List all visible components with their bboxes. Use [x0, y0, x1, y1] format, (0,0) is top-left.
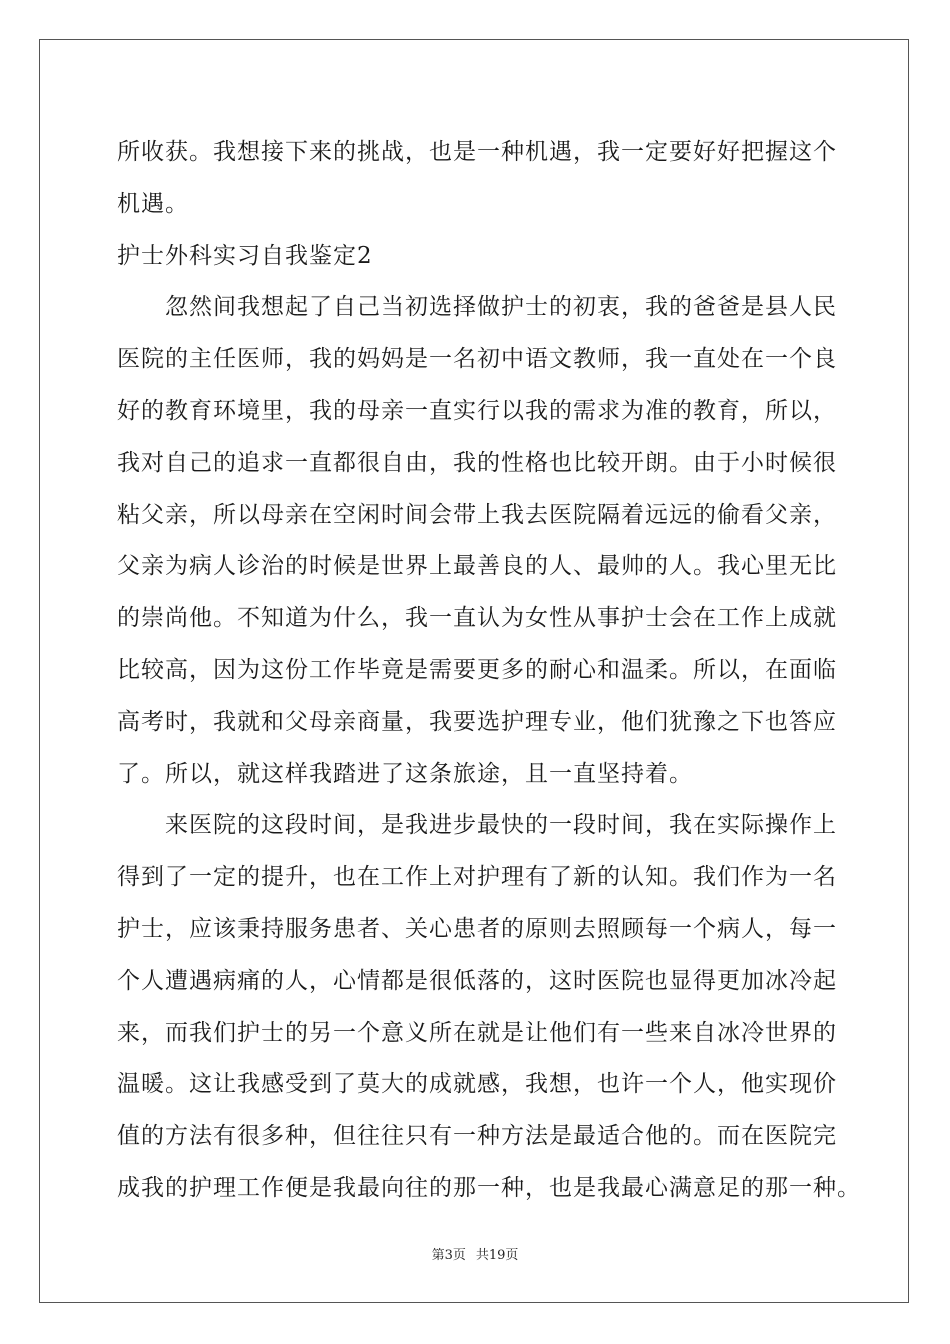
- text-line: 得到了一定的提升，也在工作上对护理有了新的认知。我们作为一名: [117, 864, 837, 891]
- text-line: 的崇尚他。不知道为什么，我一直认为女性从事护士会在工作上成就: [117, 605, 837, 632]
- text-line: 我对自己的追求一直都很自由，我的性格也比较开朗。由于小时候很: [117, 449, 837, 476]
- text-line: 来医院的这段时间，是我进步最快的一段时间，我在实际操作上: [117, 812, 837, 839]
- page-footer: [0, 1244, 950, 1263]
- text-line: 好的教育环境里，我的母亲一直实行以我的需求为准的教育，所以，: [117, 397, 837, 424]
- text-line: 医院的主任医师，我的妈妈是一名初中语文教师，我一直处在一个良: [117, 346, 837, 373]
- section-heading: 护士外科实习自我鉴定2: [117, 242, 373, 269]
- text-line: 护士，应该秉持服务患者、关心患者的原则去照顾每一个病人，每一: [117, 915, 837, 942]
- text-line: 所收获。我想接下来的挑战，也是一种机遇，我一定要好好把握这个: [117, 139, 837, 165]
- text-line: 机遇。: [117, 190, 189, 217]
- page-total: 共19页: [475, 1248, 519, 1263]
- document-body: [117, 127, 861, 1215]
- text-line: 忽然间我想起了自己当初选择做护士的初衷，我的爸爸是县人民: [117, 294, 837, 321]
- text-line: 比较高，因为这份工作毕竟是需要更多的耐心和温柔。所以，在面临: [117, 656, 837, 683]
- text-line: 来，而我们护士的另一个意义所在就是让他们有一些来自冰冷世界的: [117, 1019, 837, 1046]
- text-line: 温暖。这让我感受到了莫大的成就感，我想，也许一个人，他实现价: [117, 1071, 837, 1098]
- text-line: 粘父亲，所以母亲在空闲时间会带上我去医院隔着远远的偷看父亲，: [117, 501, 837, 528]
- page-number: 第3页: [431, 1248, 466, 1263]
- text-line: 值的方法有很多种，但往往只有一种方法是最适合他的。而在医院完: [117, 1123, 837, 1150]
- text-line: 父亲为病人诊治的时候是世界上最善良的人、最帅的人。我心里无比: [117, 553, 837, 580]
- text-line: 个人遭遇病痛的人，心情都是很低落的，这时医院也显得更加冰冷起: [117, 967, 837, 994]
- text-line: 成我的护理工作便是我最向往的那一种，也是我最心满意足的那一种。: [117, 1174, 861, 1201]
- text-line: 了。所以，就这样我踏进了这条旅途，且一直坚持着。: [117, 760, 693, 787]
- text-line: 高考时，我就和父母亲商量，我要选护理专业，他们犹豫之下也答应: [117, 708, 837, 735]
